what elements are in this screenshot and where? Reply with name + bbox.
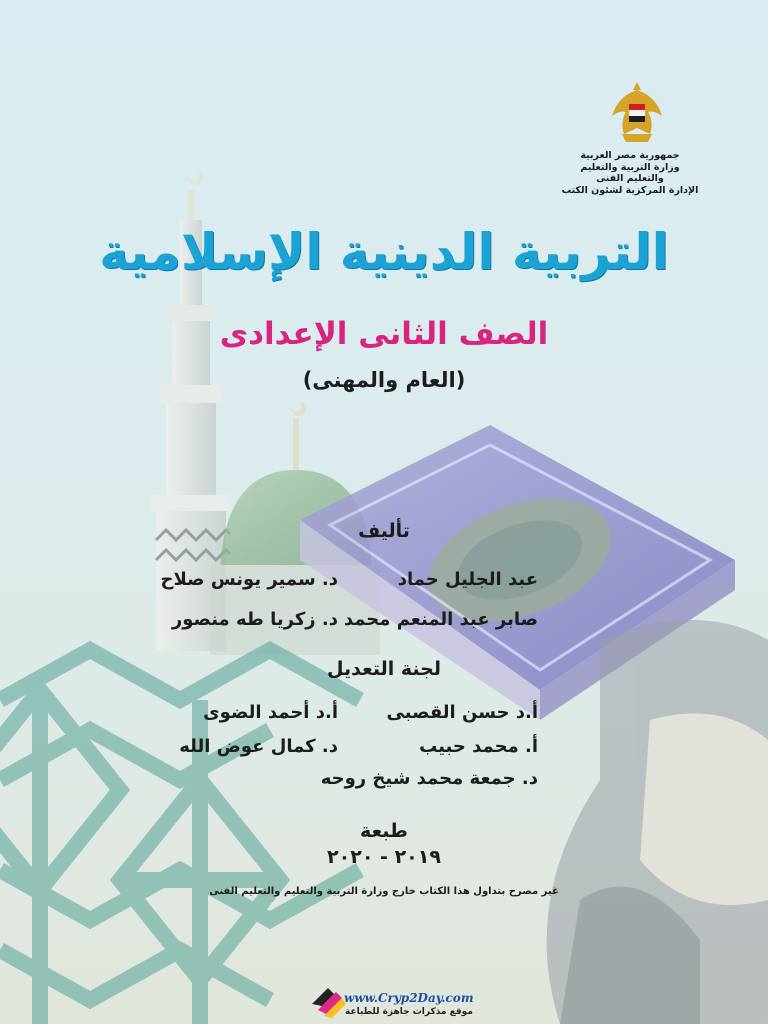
author-name: صابر عبد المنعم محمد: [343, 609, 538, 630]
committee-member: د. كمال عوض الله: [179, 736, 338, 757]
grade-level: الصف الثانى الإعدادى: [219, 316, 549, 352]
committee-member: أ.د حسن القصبى: [386, 702, 538, 723]
book-title: التربية الدينية الإسلامية: [99, 223, 669, 281]
committee-member: أ. محمد حبيب: [419, 736, 538, 757]
site-logo-icon: [312, 988, 346, 1018]
edition-label: طبعة: [360, 820, 408, 842]
edition-years: ٢٠١٩ - ٢٠٢٠: [327, 846, 441, 868]
author-name: د. سمير يونس صلاح: [160, 569, 338, 590]
site-url: www.Cryp2Day.com: [344, 991, 474, 1005]
committee-member: أ.د أحمد الضوى: [203, 702, 338, 723]
ministry-line: جمهورية مصر العربية: [580, 150, 680, 161]
authors-heading: تأليف: [358, 520, 410, 542]
author-name: عبد الجليل حماد: [397, 569, 538, 590]
committee-member: د. جمعة محمد شيخ روحه: [320, 768, 538, 789]
ministry-header: [560, 150, 700, 196]
author-name: د. زكريا طه منصور: [171, 609, 338, 630]
distribution-notice: غير مصرح بتداول هذا الكتاب خارج وزارة التربية والتعليم والتعليم الفنى: [209, 886, 559, 897]
ministry-line: وزارة التربية والتعليم: [580, 161, 680, 173]
egypt-emblem-icon: [612, 82, 662, 142]
ministry-line: والتعليم الفنى: [596, 173, 664, 184]
ministry-line: الإدارة المركزية لشئون الكتب: [561, 184, 699, 196]
committee-heading: لجنة التعديل: [327, 658, 441, 680]
site-tagline: موقع مذكرات جاهزة للطباعة: [345, 1007, 473, 1017]
track-label: (العام والمهنى): [302, 368, 466, 392]
